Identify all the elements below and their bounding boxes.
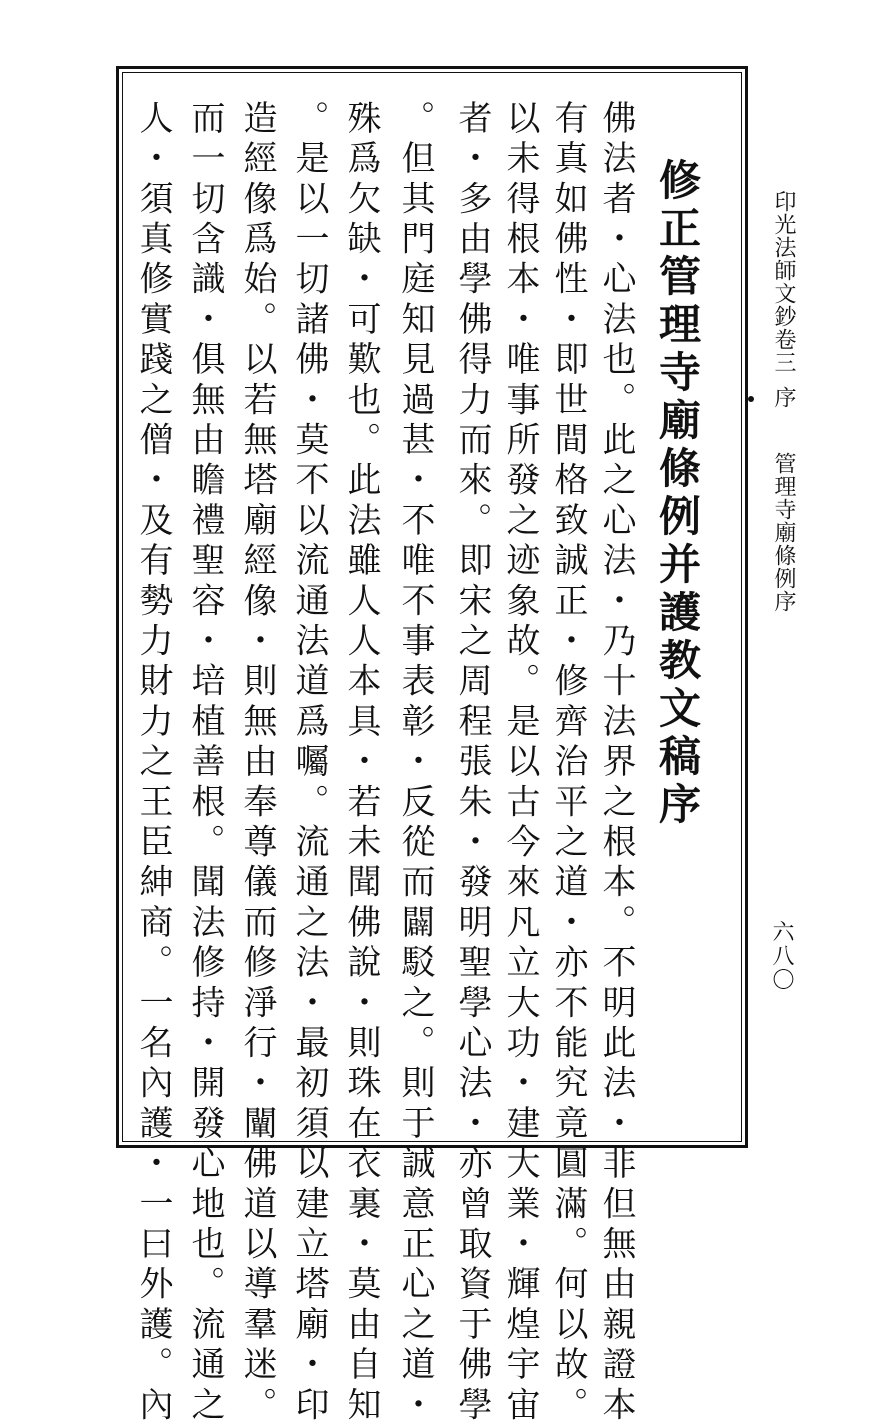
text-column-3: 以未得根本・唯事所發之迹象故。是以古今來凡立大功・建大業・輝煌宇宙 <box>500 100 540 1427</box>
text-column-4: 者・多由學佛得力而來。即宋之周程張朱・發明聖學心法・亦曾取資于佛學 <box>452 100 492 1427</box>
text-column-1: 佛法者・心法也。此之心法・乃十法界之根本。不明此法・非但無由親證本 <box>596 100 636 1427</box>
article-title: 修正管理寺廟條例并護教文稿序 <box>653 158 702 830</box>
text-column-7: 。是以一切諸佛・莫不以流通法道爲囑。流通之法・最初須以建立塔廟・印 <box>289 100 329 1427</box>
margin-book-title: 印光法師文鈔卷三 <box>771 190 796 374</box>
text-column-2: 有真如佛性・即世間格致誠正・修齊治平之道・亦不能究竟圓滿。何以故。 <box>548 100 588 1427</box>
margin-chapter-title: 管理寺廟條例序 <box>771 452 796 613</box>
margin-dot <box>748 396 754 402</box>
text-column-6: 殊爲欠缺・可歎也。此法雖人人本具・若未聞佛說・則珠在衣裏・莫由自知 <box>341 100 381 1427</box>
text-column-8: 造經像爲始。以若無塔廟經像・則無由奉尊儀而修淨行・闡佛道以導羣迷。 <box>237 100 277 1427</box>
margin-section-label: 序 <box>771 386 796 409</box>
text-column-5: 。但其門庭知見過甚・不唯不事表彰・反從而闢駁之。則于誠意正心之道・ <box>395 100 435 1427</box>
page-number: 六八〇 <box>769 920 794 992</box>
text-column-10: 人・須真修實踐之僧・及有勢力財力之王臣紳商。一名內護・一曰外護。內 <box>133 100 173 1427</box>
text-column-9: 而一切含識・俱無由瞻禮聖容・培植善根。聞法修持・開發心地也。流通之 <box>185 100 225 1427</box>
